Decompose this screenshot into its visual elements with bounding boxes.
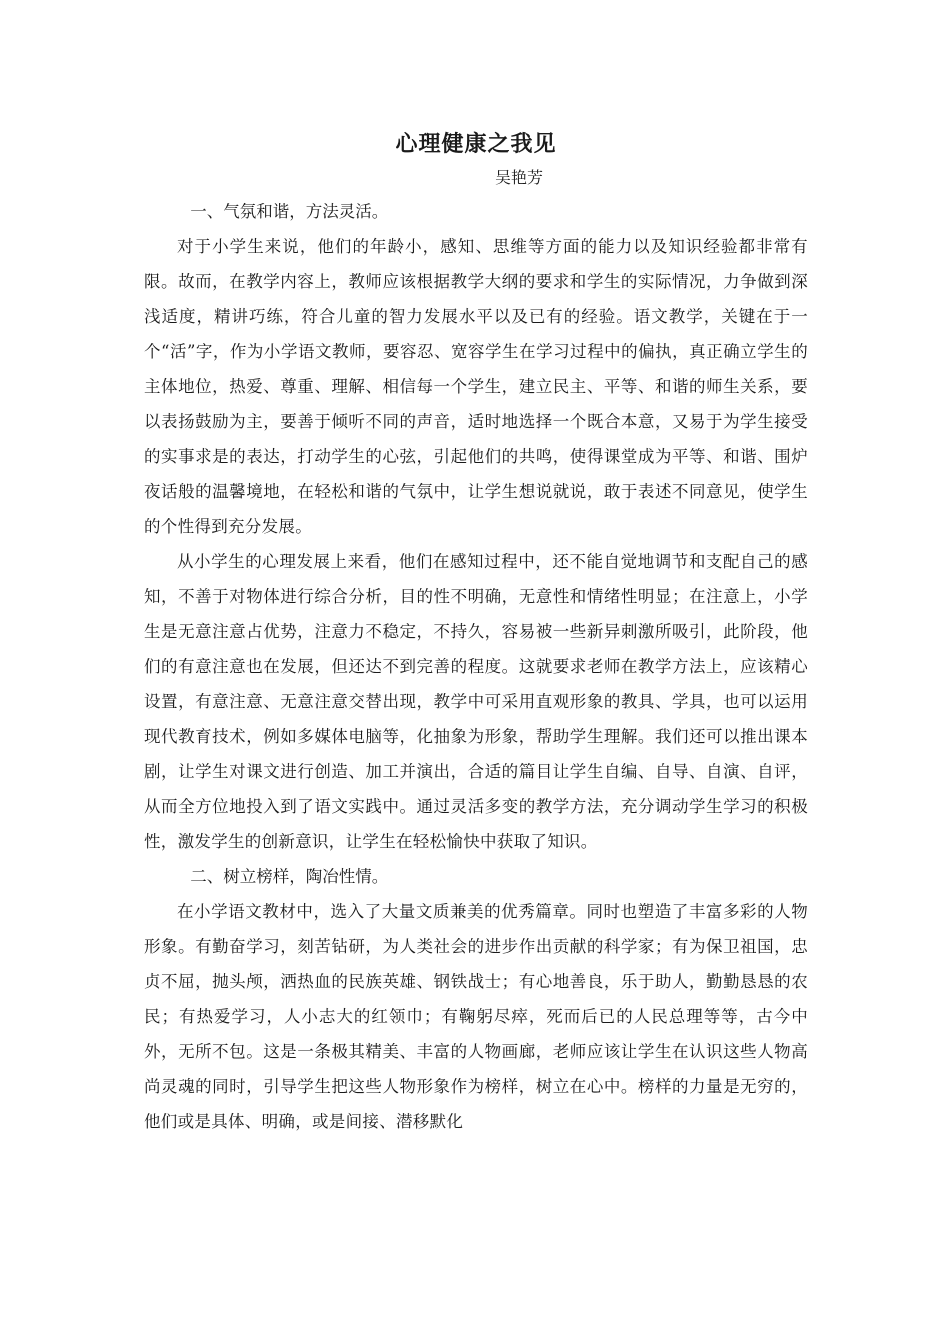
document-author: 吴艳芳 [494,168,543,187]
document-page [144,126,808,1139]
section-heading-1: 一、气氛和谐，方法灵活。 [190,202,389,221]
section-heading-2: 二、树立榜样，陶冶性情。 [190,867,389,886]
paragraph: 从小学生的心理发展上来看，他们在感知过程中，还不能自觉地调节和支配自己的感知，不善于对物体进行综合分析，目的性不明确，无意性和情绪性明显；在注意上，小学生是无意注意占优势，注意力不稳定，不持久，容易被一些新异刺激所吸引，此阶段，他们的有意注意也在发展，但还达不到完善的程度。这就要求老师在教学方法上，应该精心设置，有意注意、无意注意交替出现，教学中可采用直观形象的教具、学具，也可以运用现代教育技术，例如多媒体电脑等，化抽象为形象，帮助学生理解。我们还可以推出课本剧，让学生对课文进行创造、加工并演出，合适的篇目让学生自编、自导、自演、自评，从而全方位地投入到了语文实践中。通过灵活多变的教学方法，充分调动学生学习的积极性，激发学生的创新意识，让学生在轻松愉快中获取了知识。 [144,552,808,851]
paragraph: 在小学语文教材中，选入了大量文质兼美的优秀篇章。同时也塑造了丰富多彩的人物形象。有勤奋学习，刻苦钻研，为人类社会的进步作出贡献的科学家；有为保卫祖国，忠贞不屈，抛头颅，洒热血的民族英雄、钢铁战士；有心地善良，乐于助人，勤勤恳恳的农民；有热爱学习，人小志大的红领巾；有鞠躬尽瘁，死而后已的人民总理等等，古今中外，无所不包。这是一条极其精美、丰富的人物画廊，老师应该让学生在认识这些人物高尚灵魂的同时，引导学生把这些人物形象作为榜样，树立在心中。榜样的力量是无穷的，他们或是具体、明确，或是间接、潜移默化 [144,902,808,1131]
paragraph: 对于小学生来说，他们的年龄小，感知、思维等方面的能力以及知识经验都非常有限。故而，在教学内容上，教师应该根据教学大纲的要求和学生的实际情况，力争做到深浅适度，精讲巧练，符合儿童的智力发展水平以及已有的经验。语文教学，关键在于一个“活”字，作为小学语文教师，要容忍、宽容学生在学习过程中的偏执，真正确立学生的主体地位，热爱、尊重、理解、相信每一个学生，建立民主、平等、和谐的师生关系，要以表扬鼓励为主，要善于倾听不同的声音，适时地选择一个既合本意，又易于为学生接受的实事求是的表达，打动学生的心弦，引起他们的共鸣，使得课堂成为平等、和谐、围炉夜话般的温馨境地，在轻松和谐的气氛中，让学生想说就说，敢于表述不同意见，使学生的个性得到充分发展。 [144,237,808,536]
document-title: 心理健康之我见 [395,131,557,157]
